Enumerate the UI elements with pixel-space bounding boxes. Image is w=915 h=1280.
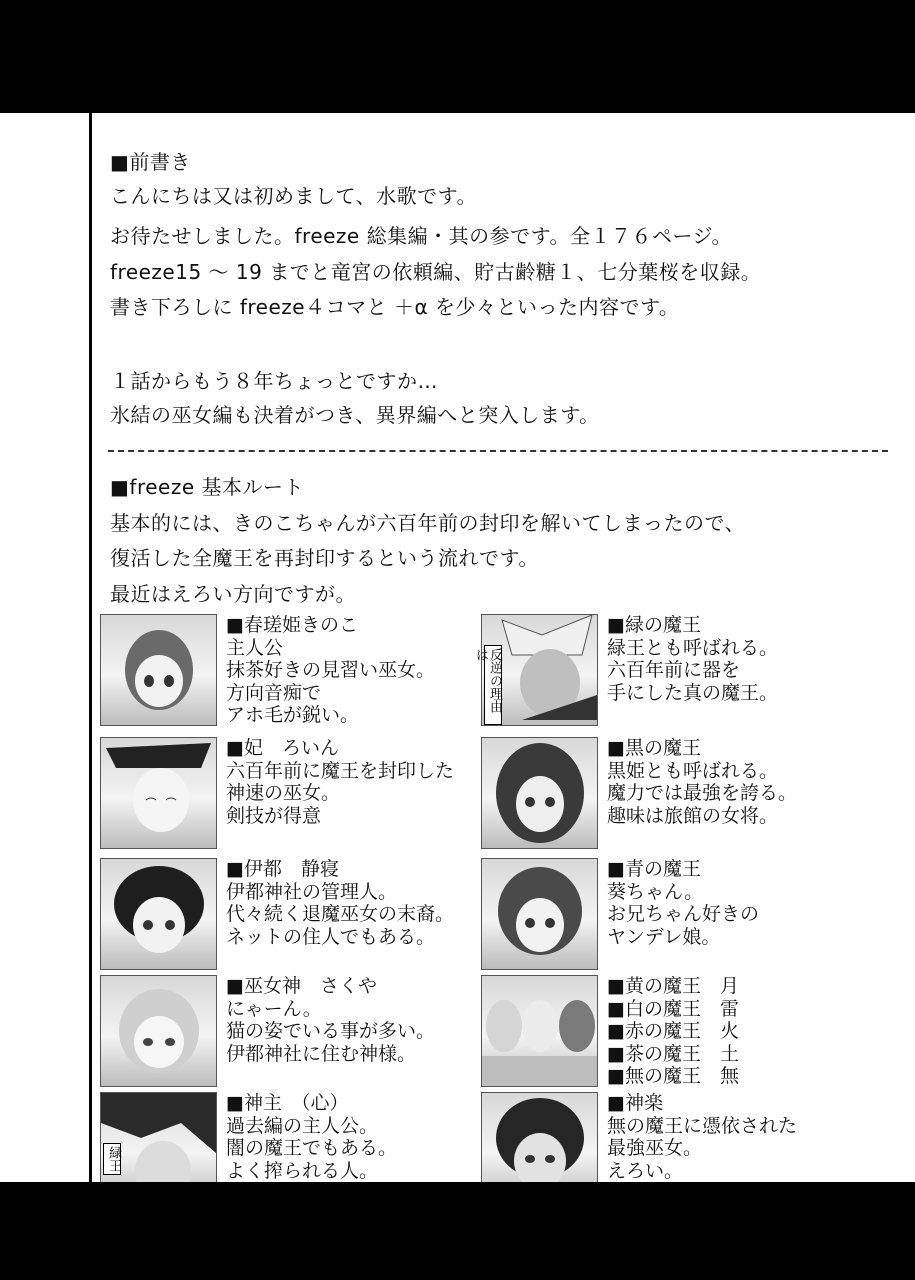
- character-portrait: [481, 975, 598, 1087]
- character-detail: 葵ちゃん。: [607, 880, 704, 903]
- character-detail: 伊都神社に住む神様。: [226, 1042, 417, 1065]
- character-detail: 剣技が得意: [226, 804, 322, 827]
- character-description: [226, 1092, 397, 1182]
- intro-line: freeze15 ～ 19 までと竜宮の依頼編、貯古齢糖１、七分葉桜を収録。: [110, 260, 762, 284]
- character-name: ■茶の魔王 土: [607, 1042, 739, 1065]
- character-name: ■白の魔王 雷: [607, 997, 739, 1020]
- intro-line: 書き下ろしに freeze４コマと ＋α を少々といった内容です。: [110, 295, 680, 319]
- character-description: [607, 737, 797, 827]
- character-detail: アホ毛が鋭い。: [226, 704, 360, 726]
- bottom-black-bar: [0, 1182, 915, 1280]
- character-name: ■青の魔王: [607, 858, 701, 880]
- route-line: 復活した全魔王を再封印するという流れです。: [110, 546, 539, 570]
- character-detail: よく搾られる人。: [226, 1159, 379, 1182]
- character-detail: えろい。: [607, 1159, 684, 1182]
- portrait-art: [101, 615, 216, 725]
- character-portrait: [100, 614, 217, 726]
- character-name: ■赤の魔王 火: [607, 1020, 739, 1042]
- section-divider: [108, 450, 888, 452]
- character-name: ■神主 （心）: [226, 1092, 349, 1114]
- character-detail: 神速の巫女。: [226, 782, 341, 804]
- character-detail: 黒姫とも呼ばれる。: [607, 759, 779, 782]
- character-detail: 魔力では最強を誇る。: [607, 782, 798, 804]
- character-description: [607, 975, 739, 1088]
- character-name: ■黒の魔王: [607, 737, 701, 759]
- portrait-art: [482, 976, 597, 1086]
- character-portrait: [100, 975, 217, 1087]
- portrait-art: [482, 738, 597, 848]
- character-detail: 最強巫女。: [607, 1137, 703, 1159]
- character-portrait: [100, 858, 217, 970]
- character-description: [226, 737, 454, 827]
- character-name: ■春瑳姫きのこ: [226, 614, 358, 636]
- character-detail: 猫の姿でいる事が多い。: [226, 1020, 436, 1042]
- character-portrait: [481, 737, 598, 849]
- character-detail: ヤンデレ娘。: [607, 925, 721, 948]
- route-line: 最近はえろい方向ですが。: [110, 582, 356, 606]
- character-detail: お兄ちゃん好きの: [607, 903, 760, 925]
- character-description: [226, 858, 454, 948]
- character-detail: 緑王とも呼ばれる。: [607, 636, 779, 659]
- character-detail: 主人公: [226, 636, 284, 659]
- route-line: 基本的には、きのこちゃんが六百年前の封印を解いてしまったので、: [110, 511, 746, 535]
- character-portrait: [481, 858, 598, 970]
- character-detail: 六百年前に器を: [607, 659, 741, 681]
- margin-line: [89, 113, 92, 1182]
- character-description: [607, 614, 778, 704]
- portrait-art: [101, 738, 216, 848]
- character-description: [607, 1092, 797, 1182]
- character-detail: 無の魔王に憑依された: [607, 1114, 798, 1137]
- character-detail: 手にした真の魔王。: [607, 681, 779, 704]
- character-portrait: [473, 614, 598, 726]
- character-description: [226, 975, 435, 1065]
- character-detail: ネットの住人でもある。: [226, 925, 436, 948]
- character-name: ■巫女神 さくや: [226, 975, 377, 997]
- intro-line: お待たせしました。freeze 総集編・其の参です。全１７６ページ。: [110, 224, 732, 248]
- character-detail: 闇の魔王でもある。: [226, 1137, 398, 1159]
- character-name: ■黄の魔王 月: [607, 975, 739, 997]
- character-name: ■無の魔王 無: [607, 1065, 739, 1087]
- character-detail: 伊都神社の管理人。: [226, 880, 398, 903]
- character-description: [226, 614, 435, 727]
- intro-heading: ■前書き: [110, 150, 191, 174]
- character-name: ■妃 ろいん: [226, 737, 339, 759]
- character-name: ■緑の魔王: [607, 614, 701, 636]
- character-detail: 趣味は旅館の女将。: [607, 804, 779, 827]
- character-detail: 抹茶好きの見習い巫女。: [226, 659, 436, 681]
- character-detail: 六百年前に魔王を封印した: [226, 759, 455, 782]
- character-detail: にゃーん。: [226, 997, 322, 1020]
- portrait-art: [482, 859, 597, 969]
- intro-line: 氷結の巫女編も決着がつき、異界編へと突入します。: [110, 403, 600, 427]
- portrait-caption: 緑王: [103, 1143, 121, 1175]
- portrait-art: [101, 976, 216, 1086]
- route-heading: ■freeze 基本ルート: [110, 475, 304, 499]
- character-description: [607, 858, 759, 948]
- intro-line: こんにちは又は初めまして、水歌です。: [110, 184, 477, 208]
- portrait-caption: 反逆の理由は: [484, 645, 502, 725]
- character-portrait: [100, 737, 217, 849]
- character-name: ■神楽: [607, 1092, 663, 1114]
- top-black-bar: [0, 0, 915, 113]
- character-detail: 過去編の主人公。: [226, 1114, 379, 1137]
- portrait-art: [101, 859, 216, 969]
- character-detail: 方向音痴で: [226, 681, 322, 704]
- character-name: ■伊都 静寝: [226, 858, 339, 880]
- character-detail: 代々続く退魔巫女の末裔。: [226, 903, 455, 925]
- intro-line: １話からもう８年ちょっとですか…: [110, 369, 438, 393]
